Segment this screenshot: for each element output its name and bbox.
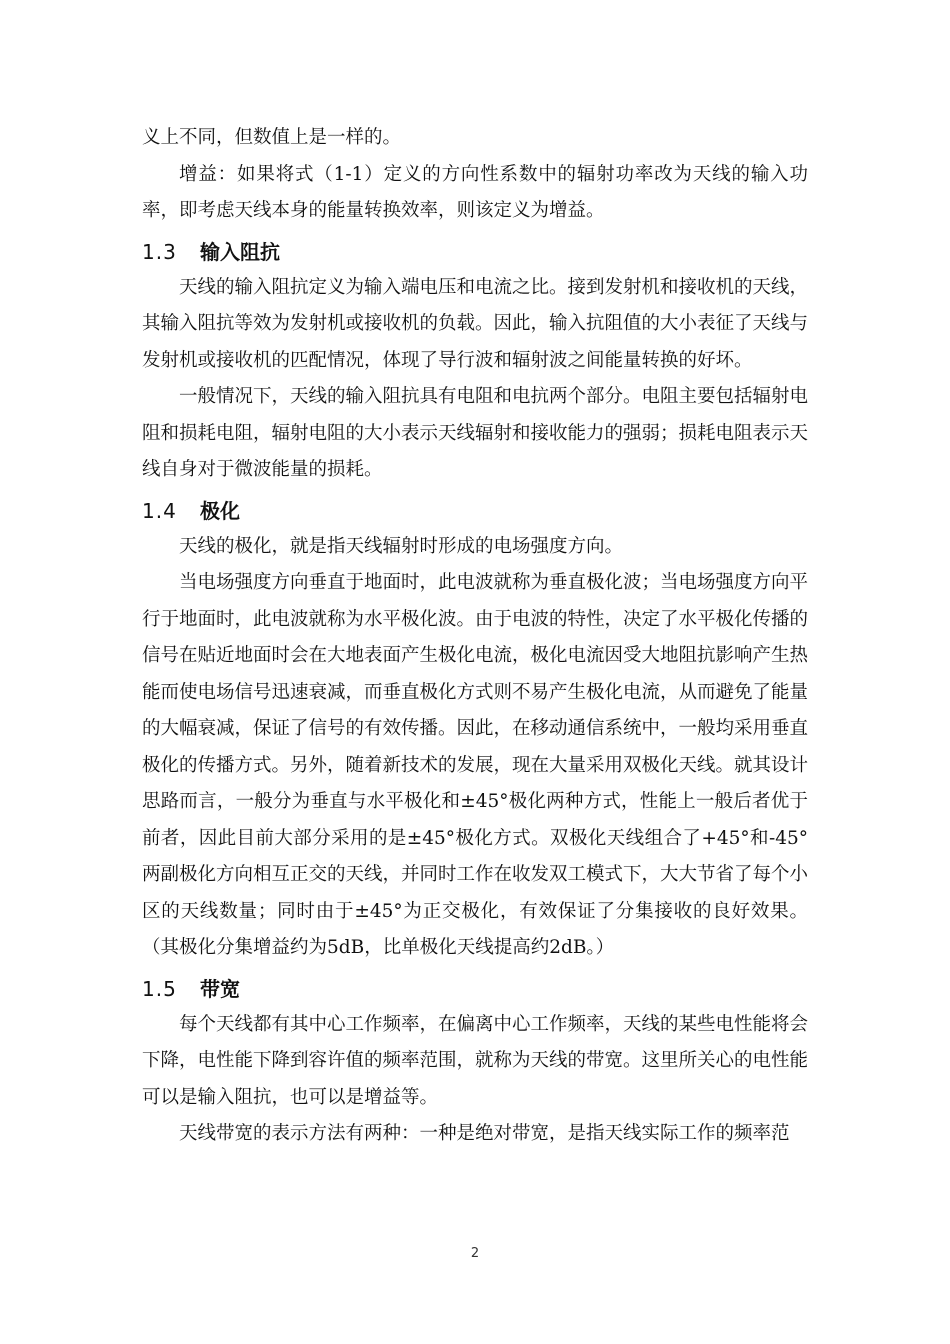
body-paragraph: 一般情况下，天线的输入阻抗具有电阻和电抗两个部分。电阻主要包括辐射电阻和损耗电阻，辐射电阻的大小表示天线辐射和接收能力的强弱；损耗电阻表示天线自身对于微波能量的损耗。 — [142, 386, 809, 480]
body-paragraph: 增益：如果将式（1-1）定义的方向性系数中的辐射功率改为天线的输入功率，即考虑天线本身的能量转换效率，则该定义为增益。 — [142, 163, 808, 221]
section-heading-1-5 — [142, 971, 808, 1007]
section-heading-1-4 — [142, 493, 808, 529]
section-number: 1.5 — [142, 976, 177, 1001]
body-paragraph: 义上不同，但数值上是一样的。 — [142, 127, 402, 148]
page-body — [142, 120, 808, 1153]
section-number: 1.4 — [142, 498, 177, 523]
section-title: 带宽 — [200, 976, 240, 1001]
section-number: 1.3 — [142, 239, 177, 264]
section-title: 极化 — [200, 498, 240, 523]
body-paragraph: 天线的输入阻抗定义为输入端电压和电流之比。接到发射机和接收机的天线，其输入阻抗等效为发射机或接收机的负载。因此，输入抗阻值的大小表征了天线与发射机或接收机的匹配情况，体现了导行波和辐射波之间能量转换的好坏。 — [142, 276, 809, 371]
body-paragraph: 天线的极化，就是指天线辐射时形成的电场强度方向。 — [179, 535, 624, 557]
body-paragraph: 天线带宽的表示方法有两种：一种是绝对带宽，是指天线实际工作的频率范 — [179, 1123, 790, 1144]
section-title: 输入阻抗 — [200, 239, 280, 264]
section-heading-1-3 — [142, 234, 808, 270]
body-paragraph: 当电场强度方向垂直于地面时，此电波就称为垂直极化波；当电场强度方向平行于地面时，此电波就称为水平极化波。由于电波的特性，决定了水平极化传播的信号在贴近地面时会在大地表面产生极化电流，极化电流因受大地阻抗影响产生热能而使电场信号迅速衰减，而垂直极化方式则不易产生极化电流，从而避免了能量的大幅衰减，保证了信号的有效传播。因此，在移动通信系统中，一般均采用垂直极化的传播方式。另外，随着新技术的发展，现在大量采用双极化天线。就其设计思路而言，一般分为垂直与水平极化和±45°极化两种方式，性能上一般后者优于前者，因此目前大部分采用的是±45°极化方式。双极化天线组合了+45°和-45°两副极化方向相互正交的天线，并同时工作在收发双工模式下，大大节省了每个小区的天线数量；同时由于±45°为正交极化，有效保证了分集接收的良好效果。（其极化分集增益约为5dB，比单极化天线提高约2dB。） — [142, 572, 809, 958]
page-number: 2 — [470, 1246, 480, 1261]
body-paragraph: 每个天线都有其中心工作频率，在偏离中心工作频率，天线的某些电性能将会下降，电性能下降到容许值的频率范围，就称为天线的带宽。这里所关心的电性能可以是输入阻抗，也可以是增益等。 — [142, 1013, 809, 1108]
